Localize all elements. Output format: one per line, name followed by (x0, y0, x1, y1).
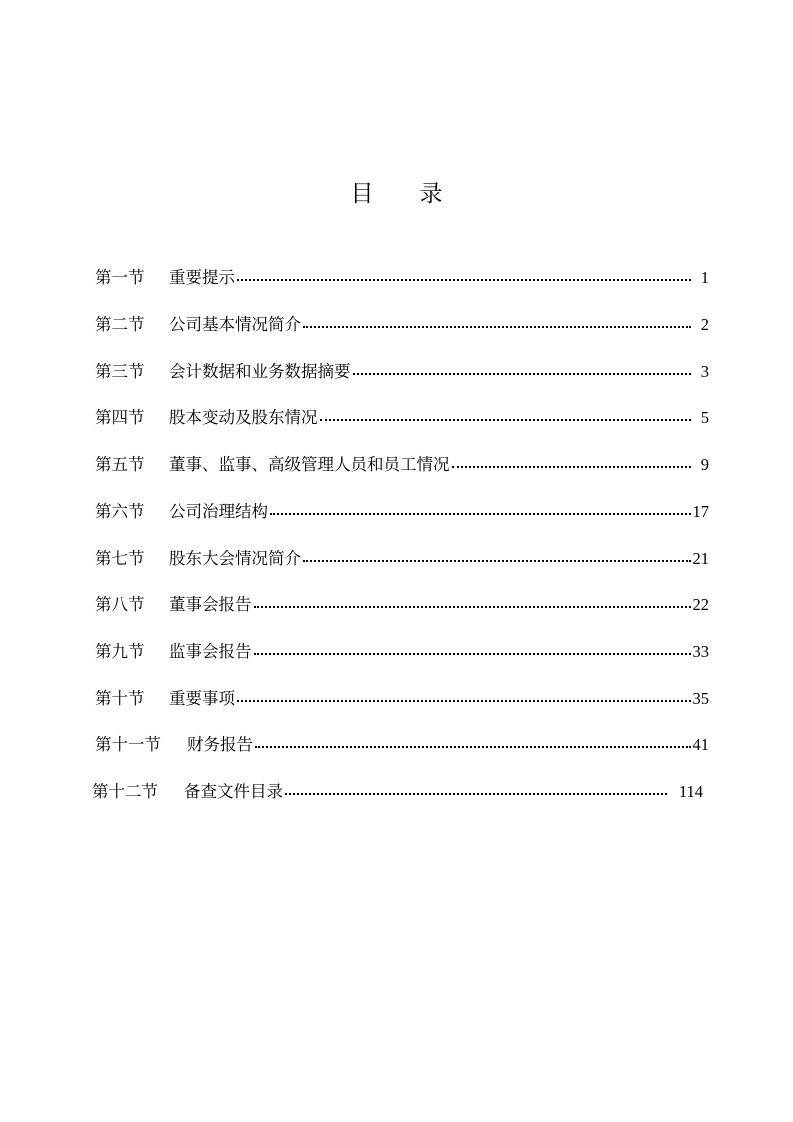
toc-leader-dots (353, 356, 692, 388)
toc-section-number: 第一节 (95, 268, 145, 287)
toc-section-title: 重要事项 (169, 689, 235, 708)
toc-page-number: 17 (692, 502, 709, 521)
toc-section-number: 第七节 (95, 549, 145, 568)
toc-leader-dots (254, 589, 691, 621)
toc-section-title: 股东大会情况简介 (169, 549, 301, 568)
toc-leader-dots (285, 776, 667, 808)
toc-section-title: 董事会报告 (169, 595, 252, 614)
toc-page-number: 21 (692, 549, 709, 568)
toc-leader-dots (452, 449, 692, 481)
toc-entry[interactable] (95, 402, 709, 434)
toc-page-number: 2 (700, 315, 709, 334)
toc-entry[interactable] (95, 449, 709, 481)
toc-section-number: 第五节 (95, 455, 145, 474)
toc-page-number: 33 (692, 642, 709, 661)
toc-leader-dots (320, 402, 692, 434)
toc-page-number: 41 (692, 735, 709, 754)
toc-section-number: 第三节 (95, 362, 145, 381)
toc-section-title: 监事会报告 (169, 642, 252, 661)
toc-section-number: 第十二节 (92, 782, 158, 801)
toc-entry[interactable] (95, 543, 709, 575)
toc-section-number: 第八节 (95, 595, 145, 614)
page-title-char-2: 录 (419, 181, 443, 207)
toc-entry[interactable] (95, 636, 709, 668)
toc-page-number: 9 (700, 455, 709, 474)
toc-section-title: 股本变动及股东情况 (169, 408, 318, 427)
toc-leader-dots (270, 496, 691, 528)
toc-leader-dots (255, 729, 691, 761)
toc-page-number: 3 (700, 362, 709, 381)
toc-section-title: 财务报告 (187, 735, 253, 754)
toc-entry[interactable] (95, 309, 709, 341)
toc-entry[interactable] (95, 589, 709, 621)
toc-section-title: 公司基本情况简介 (169, 315, 301, 334)
toc-page-number: 22 (692, 595, 709, 614)
toc-entry[interactable] (95, 496, 709, 528)
toc-entry[interactable] (95, 683, 709, 715)
toc-leader-dots (303, 543, 691, 575)
toc-page-number: 5 (700, 408, 709, 427)
toc-page-number: 35 (692, 689, 709, 708)
toc-leader-dots (303, 309, 691, 341)
toc-section-title: 公司治理结构 (169, 502, 268, 521)
toc-section-number: 第九节 (95, 642, 145, 661)
toc-section-title: 会计数据和业务数据摘要 (169, 362, 351, 381)
toc-section-number: 第十节 (95, 689, 145, 708)
toc-page-number: 114 (678, 782, 703, 801)
toc-leader-dots (237, 262, 691, 294)
toc-section-number: 第六节 (95, 502, 145, 521)
toc-section-number: 第二节 (95, 315, 145, 334)
toc-entry[interactable] (92, 776, 709, 808)
page-title-char-1: 目 (350, 181, 374, 207)
toc-section-title: 重要提示 (169, 268, 235, 287)
toc-section-number: 第四节 (95, 408, 145, 427)
toc-entry[interactable] (95, 356, 709, 388)
page-title (0, 178, 793, 210)
toc-section-number: 第十一节 (95, 735, 161, 754)
toc-page-number: 1 (700, 268, 709, 287)
toc-leader-dots (254, 636, 691, 668)
toc-leader-dots (237, 683, 691, 715)
toc-section-title: 备查文件目录 (184, 782, 283, 801)
toc-section-title: 董事、监事、高级管理人员和员工情况 (169, 455, 450, 474)
toc-entry[interactable] (95, 262, 709, 294)
toc-entry[interactable] (95, 729, 709, 761)
